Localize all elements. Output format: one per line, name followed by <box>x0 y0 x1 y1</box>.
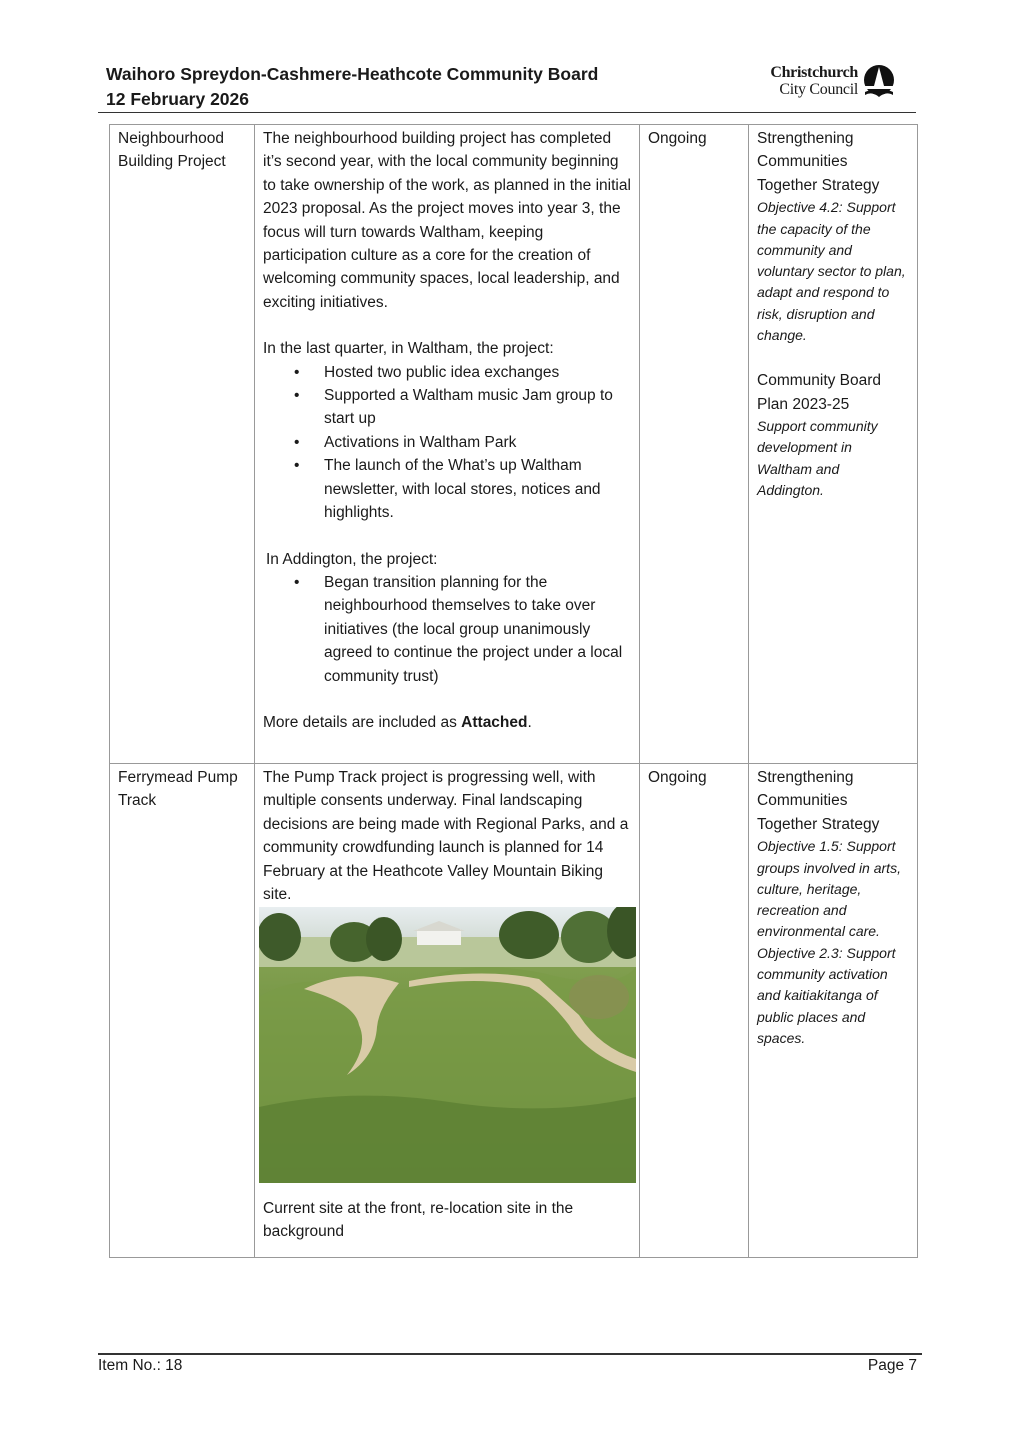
strategy-title: Strengthening Communities Together Strategy <box>757 130 880 194</box>
project-status: Ongoing <box>640 764 749 1258</box>
meeting-date: 12 February 2026 <box>106 89 250 109</box>
strategy-cell <box>749 125 918 764</box>
plan-objective: Support community development in Waltham and Addington. <box>757 418 878 498</box>
strategy-objective: Objective 2.3: Support community activation and kaitiakitanga of public places and spaces. <box>757 944 896 1046</box>
projects-table <box>109 124 918 1258</box>
strategy-objective: Objective 4.2: Support the capacity of the community and voluntary sector to plan, adapt and respond to risk, disruption and change. <box>757 199 906 343</box>
waltham-list <box>263 361 631 525</box>
strategy-title: Strengthening Communities Together Strategy <box>757 769 880 833</box>
cathedral-logo-icon <box>860 64 898 100</box>
list-item: • Hosted two public idea exchanges <box>324 361 631 384</box>
intro-text: The neighbourhood building project has completed it’s second year, with the local community beginning to take ownership of the work, as planned in the initial 2023 proposal. As the project moves into year 3, the focus will turn towards Waltham, keeping participation culture as a core for the creation of welcoming community spaces, local leadership, and exciting initiatives. <box>263 130 631 311</box>
intro-text: The Pump Track project is progressing well, with multiple consents underway. Final landscaping decisions are being made with Regional Parks, and a community crowdfunding launch is planned for 14 February at the Heathcote Valley Mountain Biking site. <box>263 769 629 904</box>
list-item: • Activations in Waltham Park <box>324 431 631 454</box>
addington-lead: In Addington, the project: <box>266 550 438 568</box>
footer-rule <box>98 1353 922 1355</box>
project-name: Ferrymead Pump Track <box>110 764 255 1258</box>
footer-page-number: Page 7 <box>867 1357 917 1374</box>
table-row <box>110 764 918 1258</box>
project-name: Neighbourhood Building Project <box>110 125 255 764</box>
attached-label: Attached <box>461 713 528 731</box>
logo-line-2: City Council <box>779 81 858 98</box>
pump-track-photo <box>259 907 636 1183</box>
project-description <box>255 764 640 1258</box>
project-description <box>255 125 640 764</box>
strategy-cell <box>749 764 918 1258</box>
photo-caption: Current site at the front, re-location site in the background <box>263 1199 574 1241</box>
strategy-objective: Objective 1.5: Support groups involved in arts, culture, heritage, recreation and environmental care. <box>757 838 901 940</box>
list-item: • Supported a Waltham music Jam group to start up <box>324 384 631 431</box>
logo-line-1: Christchurch <box>770 64 858 81</box>
council-logo <box>766 64 916 104</box>
plan-title: Community Board Plan 2023-25 <box>757 372 882 413</box>
page-header <box>106 62 916 112</box>
list-item: • Began transition planning for the neighbourhood themselves to take over initiatives (the local group unanimously agreed to continue the project under a local community trust) <box>324 571 631 688</box>
list-item: • The launch of the What’s up Waltham newsletter, with local stores, notices and highlights. <box>324 454 631 524</box>
more-details-text: More details are included as <box>263 713 462 731</box>
waltham-lead: In the last quarter, in Waltham, the project: <box>263 340 554 358</box>
table-row <box>110 125 918 764</box>
board-title: Waihoro Spreydon-Cashmere-Heathcote Community Board <box>106 64 599 84</box>
project-status: Ongoing <box>640 125 749 764</box>
more-details-end: . <box>527 713 532 731</box>
header-rule <box>98 112 916 113</box>
footer-item-number: Item No.: 18 <box>98 1357 183 1374</box>
addington-list <box>263 571 631 688</box>
more-details <box>263 711 631 734</box>
